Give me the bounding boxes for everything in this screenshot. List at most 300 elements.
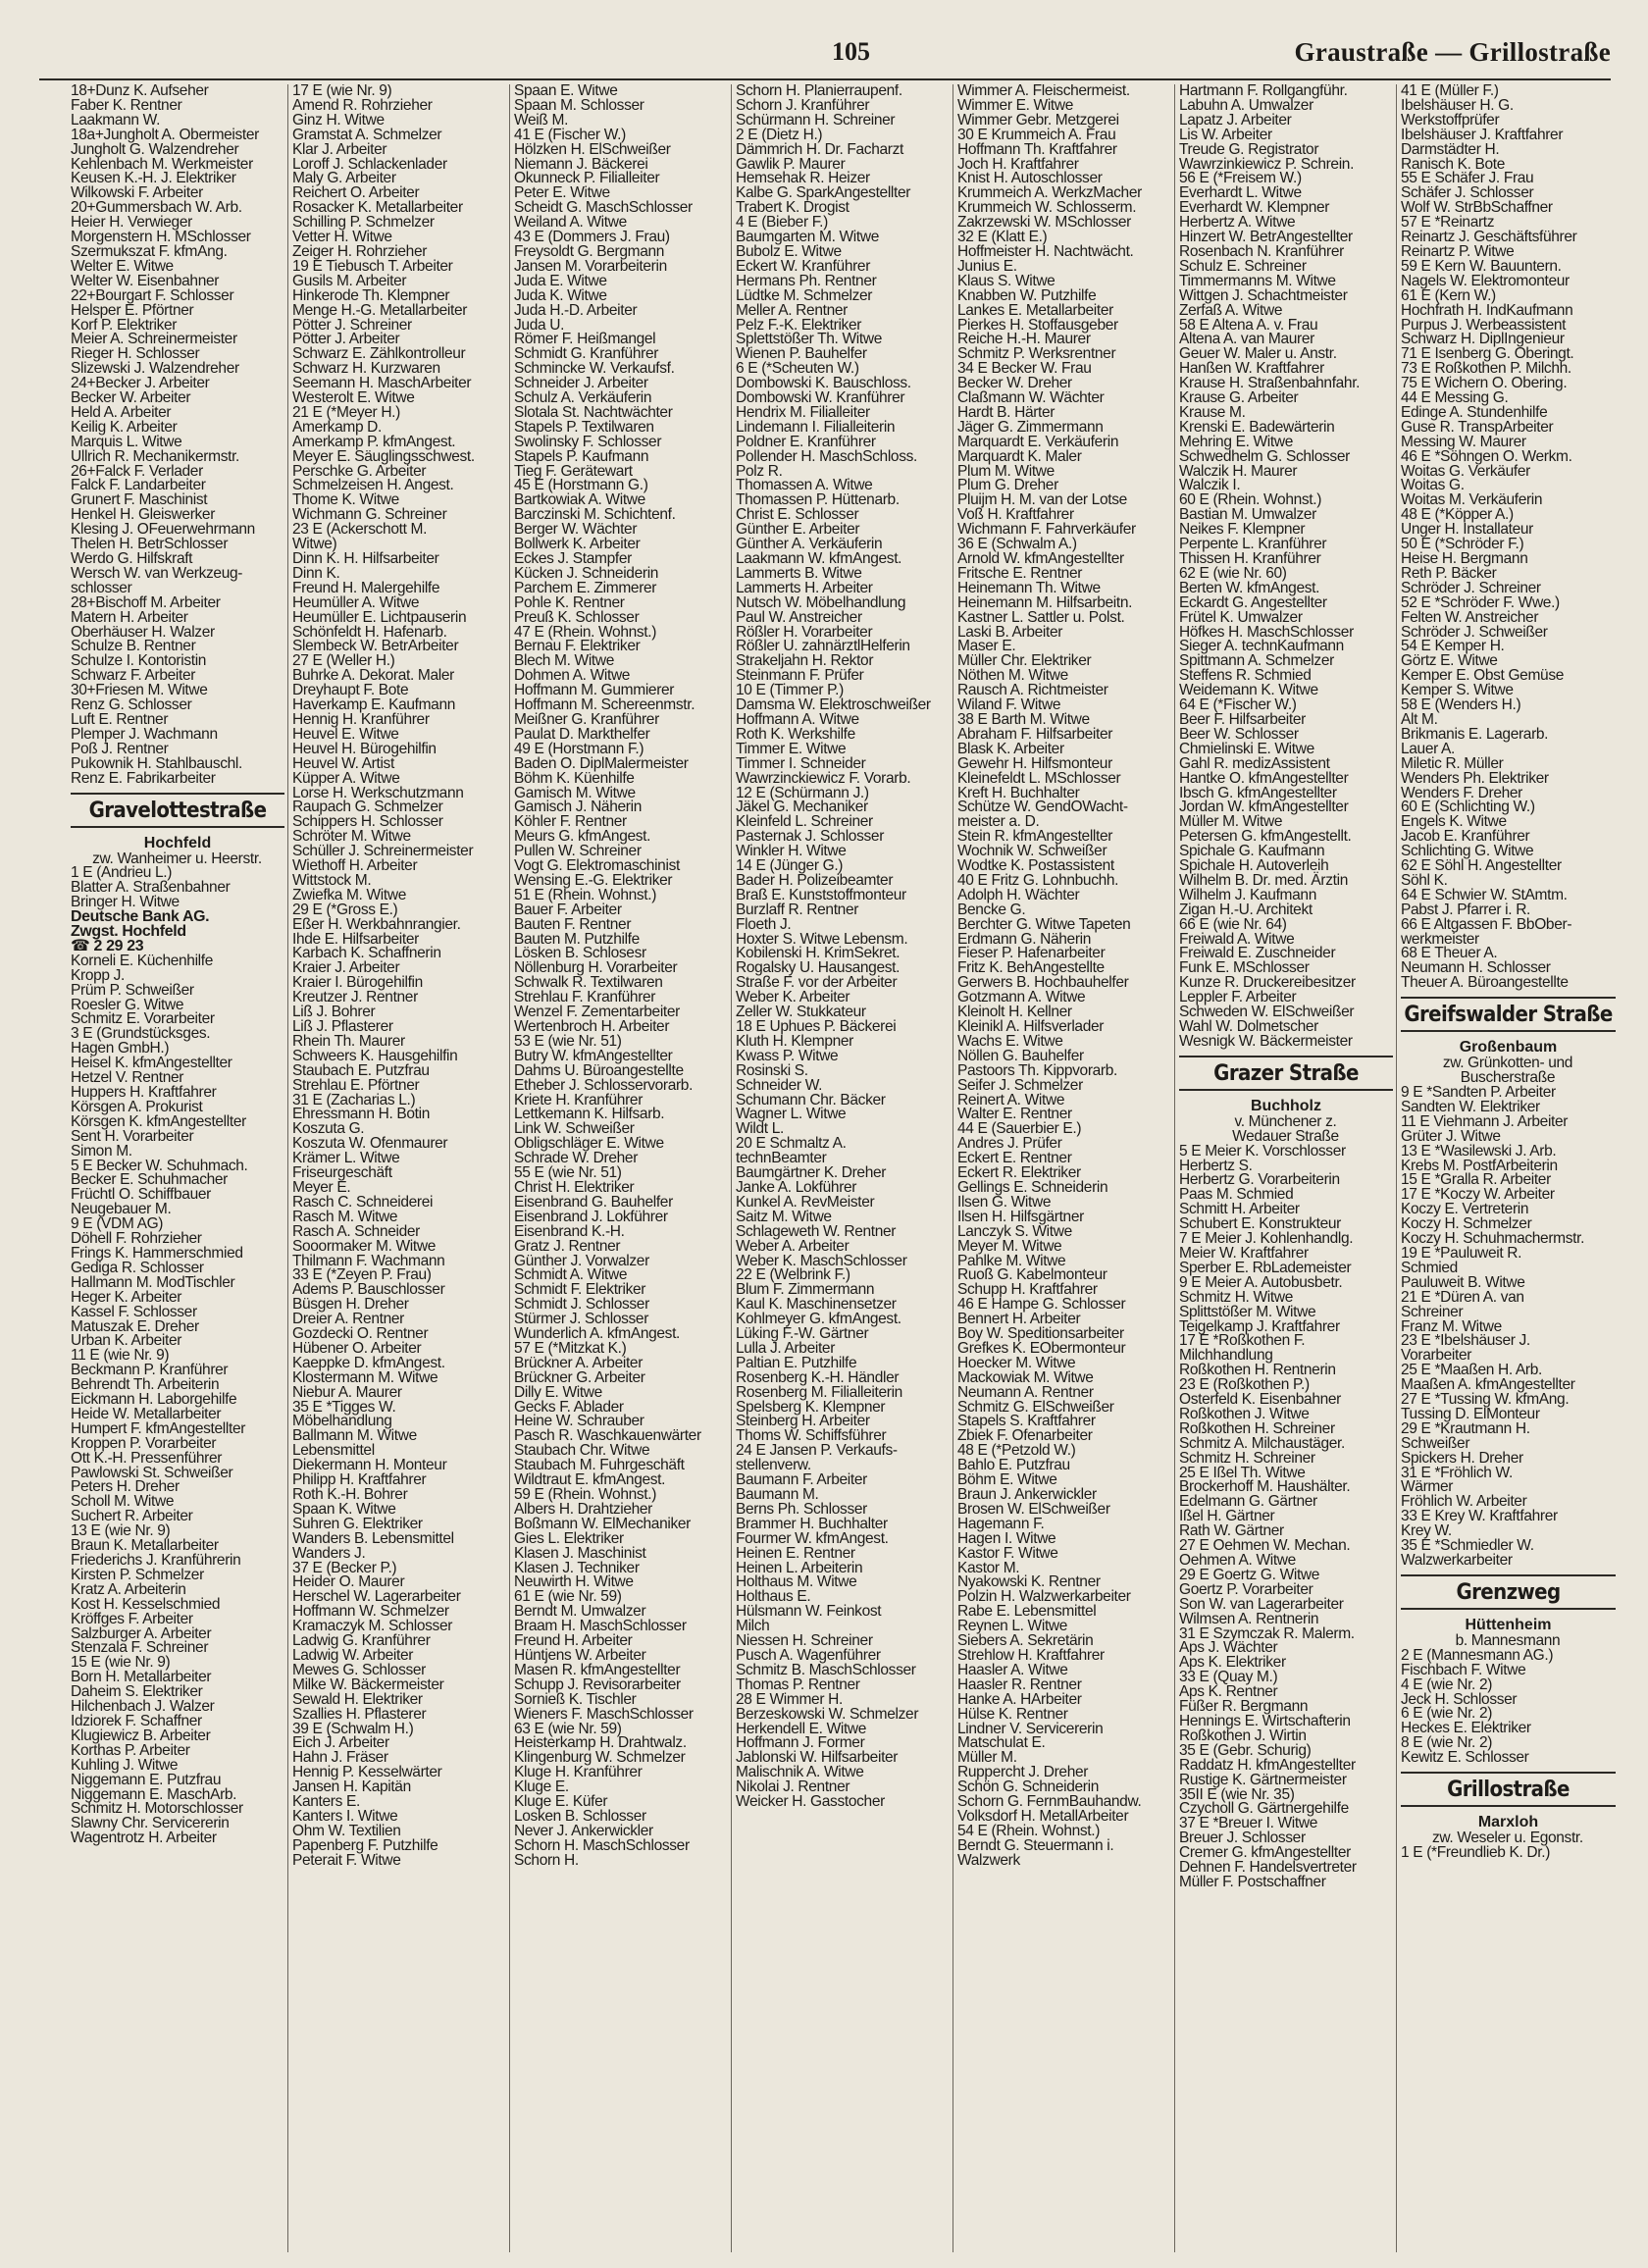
directory-entry: Heinen L. Arbeiterin <box>736 1559 863 1576</box>
directory-entry: 30+Friesen M. Witwe <box>71 682 208 699</box>
directory-entry: Pluijm H. M. van der Lotse <box>957 491 1127 509</box>
directory-entry: Thome K. Witwe <box>292 491 399 509</box>
directory-entry: Schütze W. GendOWacht- <box>957 799 1128 816</box>
directory-entry: Müller F. Postschaffner <box>1179 1873 1326 1890</box>
directory-entry: Seemann H. MaschArbeiter <box>292 375 472 392</box>
directory-entry: Jungholt G. Walzendreher <box>71 140 239 158</box>
directory-entry: Juda H.-D. Arbeiter <box>514 301 638 319</box>
directory-entry: Floeth J. <box>736 915 792 933</box>
directory-entry: 55 E (wie Nr. 51) <box>514 1164 622 1182</box>
directory-entry: Freiwald A. Witwe <box>1179 930 1295 948</box>
directory-entry: Haverkamp E. Kaufmann <box>292 696 456 714</box>
street-location: zw. Weseler u. Egonstr. <box>1432 1830 1583 1847</box>
directory-entry: Berndt M. Umwalzer <box>514 1603 646 1621</box>
directory-entry: Peterait F. Witwe <box>292 1851 401 1869</box>
directory-entry: Schmidt G. Kranführer <box>514 345 659 363</box>
directory-entry: Salzburger A. Arbeiter <box>71 1624 212 1642</box>
directory-entry: Küpper A. Witwe <box>292 769 400 787</box>
directory-entry: Pötter J. Schreiner <box>292 316 412 334</box>
directory-entry: Wiland F. Witwe <box>957 696 1061 714</box>
directory-entry: 20+Gummersbach W. Arb. <box>71 199 242 217</box>
directory-entry: Meyer E. Säuglingsschwest. <box>292 447 475 465</box>
directory-entry: Roßkothen J. Wirtin <box>1179 1727 1307 1744</box>
directory-entry: Hanßen W. Kraftfahrer <box>1179 360 1324 378</box>
directory-entry: Schmitz G. ElSchweißer <box>957 1398 1114 1416</box>
directory-entry: Paulat D. Markthelfer <box>514 725 650 743</box>
directory-entry: Oberhäuser H. Walzer <box>71 623 215 641</box>
directory-entry: Schönfeldt H. Hafenarb. <box>292 623 447 641</box>
directory-entry: 17 E *Roßkothen F. <box>1179 1332 1306 1350</box>
directory-entry: Neumann A. Rentner <box>957 1383 1094 1401</box>
directory-entry: Günther E. Arbeiter <box>736 521 860 539</box>
directory-entry: Ladwig G. Kranführer <box>292 1632 431 1650</box>
directory-entry: Lammerts H. Arbeiter <box>736 579 873 596</box>
directory-entry: Schulze I. Kontoristin <box>71 652 207 670</box>
directory-entry: Pohle K. Rentner <box>514 593 625 611</box>
directory-entry: Eckert R. Elektriker <box>957 1164 1081 1182</box>
directory-entry: Korneli E. Küchenhilfe <box>71 952 214 969</box>
directory-entry: Baumgärtner K. Dreher <box>736 1164 887 1182</box>
directory-entry: Miletic R. Müller <box>1401 754 1504 772</box>
directory-entry: Berndt G. Steuermann i. <box>957 1836 1114 1854</box>
directory-entry: Zerfaß A. Witwe <box>1179 301 1283 319</box>
directory-entry: Beer F. Hilfsarbeiter <box>1179 710 1306 728</box>
directory-entry: Thoms W. Schiffsführer <box>736 1427 887 1445</box>
directory-entry: Gusils M. Arbeiter <box>292 272 407 289</box>
directory-entry: Kalbe G. SparkAngestellter <box>736 184 911 202</box>
directory-entry: Fourmer W. kfmAngest. <box>736 1529 889 1547</box>
directory-entry: Wittgen J. Schachtmeister <box>1179 286 1348 304</box>
directory-entry: Wienen P. Bauhelfer <box>736 345 867 363</box>
directory-entry: Schorn H. Planierraupenf. <box>736 84 902 99</box>
directory-entry: Hermans Ph. Rentner <box>736 272 877 289</box>
directory-entry: 59 E Kern W. Bauuntern. <box>1401 257 1562 275</box>
directory-entry: Sewald H. Elektriker <box>292 1690 423 1708</box>
directory-entry: 7 E Meier J. Kohlenhandlg. <box>1179 1230 1354 1248</box>
directory-entry: 28 E Wimmer H. <box>736 1690 843 1708</box>
directory-entry: 6 E (*Scheuten W.) <box>736 360 859 378</box>
directory-entry: Schulze B. Rentner <box>71 638 196 655</box>
directory-entry: Ranisch K. Bote <box>1401 155 1506 173</box>
directory-entry: Aps J. Wächter <box>1179 1639 1278 1657</box>
directory-entry: Amend R. Rohrzieher <box>292 96 433 114</box>
directory-entry: Schüller J. Schreinermeister <box>292 843 474 860</box>
directory-entry: Heckes E. Elektriker <box>1401 1720 1531 1737</box>
directory-entry: 24 E Jansen P. Verkaufs- <box>736 1442 898 1460</box>
directory-entry: Rosinski S. <box>736 1061 808 1079</box>
directory-entry: Renz G. Schlosser <box>71 696 192 714</box>
directory-entry: Dohmen A. Witwe <box>514 667 631 685</box>
directory-entry: Seifer J. Schmelzer <box>957 1076 1083 1094</box>
directory-entry: Roth K.-H. Bohrer <box>292 1486 408 1503</box>
directory-entry: Wachs E. Witwe <box>957 1032 1063 1050</box>
directory-entry: Heine W. Schrauber <box>514 1413 644 1430</box>
directory-entry: Kohlmeyer G. kfmAngest. <box>736 1311 901 1328</box>
header-title: Graustraße — Grillostraße <box>1294 37 1611 67</box>
directory-entry: Sperber E. RbLademeister <box>1179 1259 1352 1276</box>
directory-entry: Kratz A. Arbeiterin <box>71 1580 186 1598</box>
directory-entry: Parchem E. Zimmerer <box>514 579 657 596</box>
directory-entry: Philipp H. Kraftfahrer <box>292 1471 427 1489</box>
directory-entry: Bahlo E. Putzfrau <box>957 1457 1070 1474</box>
column-7 <box>1397 84 1619 2252</box>
directory-entry: Diekermann H. Monteur <box>292 1457 447 1474</box>
directory-entry: 44 E (Sauerbier E.) <box>957 1120 1082 1138</box>
directory-entry: Wunderlich A. kfmAngest. <box>514 1325 681 1343</box>
directory-entry: Döhell F. Rohrzieher <box>71 1230 202 1248</box>
directory-entry: Kreutzer J. Rentner <box>292 989 418 1006</box>
directory-entry: Kreft H. Buchhalter <box>957 784 1080 801</box>
directory-entry: meister a. D. <box>957 813 1040 831</box>
directory-entry: Heier H. Verwieger <box>71 214 192 232</box>
directory-entry: Humpert F. kfmAngestellter <box>71 1419 246 1437</box>
directory-entry: Rasch M. Witwe <box>292 1208 398 1225</box>
directory-entry: Sieger A. technKaufmann <box>1179 638 1344 655</box>
directory-entry: Berchter G. Witwe Tapeten <box>957 915 1131 933</box>
directory-entry: Rogalsky U. Hausangest. <box>736 959 901 977</box>
directory-entry: Jordan W. kfmAngestellter <box>1179 799 1349 816</box>
directory-entry: Schröder J. Schreiner <box>1401 579 1541 596</box>
directory-entry: Schumann Chr. Bäcker <box>736 1091 886 1108</box>
directory-entry: Koczy H. Schmelzer <box>1401 1215 1532 1233</box>
directory-entry: Suhren G. Elektriker <box>292 1515 423 1532</box>
directory-entry: 31 E Szymczak R. Malerm. <box>1179 1624 1355 1642</box>
directory-entry: Ginz H. Witwe <box>292 111 385 129</box>
directory-entry: Früchtl O. Schiffbauer <box>71 1186 211 1204</box>
directory-entry: Ladwig W. Arbeiter <box>292 1646 414 1664</box>
directory-entry: 9 E Meier A. Autobusbetr. <box>1179 1273 1343 1291</box>
directory-entry: Weidemann K. Witwe <box>1179 682 1318 699</box>
directory-entry: Wenders F. Dreher <box>1401 784 1523 801</box>
directory-entry: 29 E Goertz G. Witwe <box>1179 1566 1320 1583</box>
directory-entry: Schön G. Schneiderin <box>957 1778 1099 1796</box>
directory-entry: Barczinski M. Schichtenf. <box>514 506 676 524</box>
directory-entry: Wolf W. StrBbSchaffner <box>1401 199 1553 217</box>
directory-entry: Heinen E. Rentner <box>736 1544 855 1562</box>
directory-entry: 47 E (Rhein. Wohnst.) <box>514 623 657 641</box>
directory-entry: Spickers H. Dreher <box>1401 1449 1523 1467</box>
directory-entry: Woitas G. <box>1401 477 1465 494</box>
directory-entry: 27 E Oehmen W. Mechan. <box>1179 1537 1351 1555</box>
directory-entry: Becker W. Dreher <box>957 375 1072 392</box>
directory-entry: Brikmanis E. Lagerarb. <box>1401 725 1549 743</box>
directory-entry: Adems P. Bauschlosser <box>292 1281 445 1299</box>
street-location: v. Münchener z. <box>1234 1112 1337 1130</box>
street-heading: Grillostraße <box>1401 1772 1616 1807</box>
directory-entry: Scholl M. Witwe <box>71 1493 175 1511</box>
directory-entry: 60 E (Schlichting W.) <box>1401 799 1535 816</box>
directory-entry: Rosenbach N. Kranführer <box>1179 242 1344 260</box>
directory-entry: Hülse K. Rentner <box>957 1705 1068 1723</box>
directory-entry: Slawny Chr. Servicererin <box>71 1815 230 1832</box>
directory-entry: Matuszak E. Dreher <box>71 1317 199 1335</box>
directory-entry: Mackowiak M. Witwe <box>957 1368 1094 1386</box>
directory-entry: Hemsehak R. Heizer <box>736 170 870 187</box>
directory-entry: Roßkothen H. Schreiner <box>1179 1419 1335 1437</box>
directory-entry: Schmitz E. Vorarbeiter <box>71 1010 215 1028</box>
directory-entry: Lindemann I. Filialleiterin <box>736 418 896 436</box>
directory-entry: 61 E (wie Nr. 59) <box>514 1588 622 1606</box>
directory-entry: Ehressmann H. Botin <box>292 1106 430 1123</box>
directory-entry: Losken B. Schlosser <box>514 1807 646 1825</box>
directory-entry: Vogt G. Elektromaschinist <box>514 857 680 875</box>
directory-entry: 35 E (Gebr. Schurig) <box>1179 1741 1312 1759</box>
directory-entry: Jansen H. Kapitän <box>292 1778 411 1796</box>
directory-entry: Schorn H. <box>514 1851 579 1869</box>
directory-entry: Ohm W. Textilien <box>292 1822 401 1839</box>
directory-entry: Kroppen P. Vorarbeiter <box>71 1434 217 1452</box>
directory-entry: Meißner G. Kranführer <box>514 710 659 728</box>
directory-entry: Aps K. Elektriker <box>1179 1654 1286 1672</box>
directory-entry: 6 E (wie Nr. 2) <box>1401 1705 1493 1723</box>
directory-entry: Aps K. Rentner <box>1179 1683 1278 1701</box>
directory-entry: Ihde E. Hilfsarbeiter <box>292 930 419 948</box>
directory-entry: Meurs G. kfmAngest. <box>514 828 651 846</box>
directory-entry: Becker E. Schuhmacher <box>71 1171 228 1189</box>
directory-entry: Schreiner <box>1401 1303 1464 1320</box>
directory-entry: Dahms U. Büroangestellte <box>514 1061 684 1079</box>
directory-entry: Krämer L. Witwe <box>292 1150 400 1167</box>
directory-entry: Jäger G. Zimmermann <box>957 418 1104 436</box>
directory-entry: Schupp J. Revisorarbeiter <box>514 1675 681 1693</box>
directory-entry: Meller A. Rentner <box>736 301 848 319</box>
directory-entry: Dreier A. Rentner <box>292 1311 404 1328</box>
directory-entry: 22 E (Welbrink F.) <box>736 1266 850 1284</box>
directory-entry: Beer W. Schlosser <box>1179 725 1299 743</box>
directory-entry: 46 E *Söhngen O. Werkm. <box>1401 447 1572 465</box>
directory-entry: 64 E Schwier W. StAmtm. <box>1401 886 1568 903</box>
directory-entry: Gediga R. Schlosser <box>71 1259 204 1276</box>
directory-entry: Heide W. Metallarbeiter <box>71 1405 222 1422</box>
directory-entry: 8 E (wie Nr. 2) <box>1401 1734 1493 1752</box>
directory-entry: Wenders Ph. Elektriker <box>1401 769 1549 787</box>
directory-entry: Niemann J. Bäckerei <box>514 155 648 173</box>
directory-entry: Wichmann G. Schreiner <box>292 506 447 524</box>
directory-entry: 37 E (Becker P.) <box>292 1559 397 1576</box>
column-1 <box>67 84 288 2252</box>
directory-entry: Vorarbeiter <box>1401 1347 1472 1365</box>
directory-entry: Steinberg H. Arbeiter <box>736 1413 870 1430</box>
directory-entry: Braam H. MaschSchlosser <box>514 1618 687 1635</box>
directory-entry: Marquardt K. Maler <box>957 447 1082 465</box>
directory-entry: Wimmer Gebr. Metzgerei <box>957 111 1119 129</box>
directory-entry: Blech M. Witwe <box>514 652 615 670</box>
directory-entry: 33 E (Quay M.) <box>1179 1669 1278 1686</box>
directory-entry: Kraier J. Arbeiter <box>292 959 400 977</box>
directory-entry: Karbach K. Schaffnerin <box>292 945 441 962</box>
directory-entry: Kluge E. <box>514 1778 569 1796</box>
directory-entry: Spaan M. Schlosser <box>514 96 644 114</box>
directory-entry: Spaan K. Witwe <box>292 1500 396 1518</box>
directory-entry: Hinzert W. BetrAngestellter <box>1179 229 1353 246</box>
directory-entry: Schulz A. Verkäuferin <box>514 389 652 407</box>
directory-entry: Labuhn A. Umwalzer <box>1179 96 1313 114</box>
directory-entry: Hilchenbach J. Walzer <box>71 1698 215 1716</box>
directory-entry: Friseurgeschäft <box>292 1164 392 1182</box>
directory-entry: Saitz M. Witwe <box>736 1208 832 1225</box>
directory-entry: Rabe E. Lebensmittel <box>957 1603 1097 1621</box>
directory-entry: Lebensmittel <box>292 1442 375 1460</box>
directory-entry: Wenzel F. Zementarbeiter <box>514 1004 681 1021</box>
directory-entry: Hülsmann W. Feinkost <box>736 1603 882 1621</box>
directory-entry: Strakeljahn H. Rektor <box>736 652 874 670</box>
directory-entry: 22+Bourgart F. Schlosser <box>71 286 234 304</box>
directory-entry: Lauer A. <box>1401 740 1456 757</box>
directory-entry: Niessen H. Schreiner <box>736 1632 873 1650</box>
directory-entry: Petersen G. kfmAngestellt. <box>1179 828 1352 846</box>
directory-entry: Breuer J. Schlosser <box>1179 1830 1306 1847</box>
directory-entry: Voß H. Kraftfahrer <box>957 506 1074 524</box>
directory-entry: Kobilenski H. KrimSekret. <box>736 945 901 962</box>
directory-entry: Hölzken H. ElSchweißer <box>514 140 671 158</box>
directory-entry: Gramstat A. Schmelzer <box>292 126 442 143</box>
directory-entry: Krause G. Arbeiter <box>1179 389 1299 407</box>
directory-entry: Kleinolt H. Kellner <box>957 1004 1072 1021</box>
directory-entry: Berns Ph. Schlosser <box>736 1500 867 1518</box>
directory-entry: 4 E (Bieber F.) <box>736 214 828 232</box>
directory-entry: Haasler R. Rentner <box>957 1675 1082 1693</box>
directory-entry: 64 E (*Fischer W.) <box>1179 696 1297 714</box>
directory-entry: Cremer G. kfmAngestellter <box>1179 1844 1351 1862</box>
directory-entry: Wagentrotz H. Arbeiter <box>71 1830 217 1847</box>
directory-entry: Schwarz E. Zählkontrolleur <box>292 345 466 363</box>
street-location: b. Mannesmann <box>1455 1631 1561 1649</box>
directory-entry: Ißel H. Gärtner <box>1179 1508 1275 1525</box>
directory-entry: Papenberg F. Putzhilfe <box>292 1836 438 1854</box>
directory-entry: Weiland A. Witwe <box>514 214 627 232</box>
directory-entry: Marquardt E. Verkäuferin <box>957 433 1119 450</box>
directory-entry: 23 E *Ibelshäuser J. <box>1401 1332 1530 1350</box>
directory-entry: Büsgen H. Dreher <box>292 1296 409 1314</box>
directory-entry: Strehlau F. Kranführer <box>514 989 656 1006</box>
directory-entry: Gecks F. Ablader <box>514 1398 624 1416</box>
directory-entry: Winkler H. Witwe <box>736 843 847 860</box>
directory-entry: Juda U. <box>514 316 565 334</box>
directory-entry: Blum F. Zimmermann <box>736 1281 875 1299</box>
directory-entry: 36 E (Schwalm A.) <box>957 536 1077 553</box>
directory-entry: Ullrich R. Mechanikermstr. <box>71 447 240 465</box>
directory-entry: Kehlenbach M. Werkmeister <box>71 155 253 173</box>
directory-entry: Holthaus M. Witwe <box>736 1573 857 1591</box>
directory-entry: Mewes G. Schlosser <box>292 1661 427 1678</box>
directory-entry: Straße F. vor der Arbeiter <box>736 974 898 992</box>
directory-entry: Purpus J. Werbeassistent <box>1401 316 1567 334</box>
directory-entry: Keilig K. Arbeiter <box>71 418 178 436</box>
directory-entry: Höfkes H. MaschSchlosser <box>1179 623 1354 641</box>
directory-entry: Hantke O. kfmAngestellter <box>1179 769 1349 787</box>
directory-entry: 25 E *Maaßen H. Arb. <box>1401 1362 1542 1379</box>
directory-entry: Wärmer <box>1401 1478 1454 1496</box>
directory-entry: Albers H. Drahtzieher <box>514 1500 653 1518</box>
directory-entry: Schwalk R. Textilwaren <box>514 974 663 992</box>
directory-entry: Heuvel E. Witwe <box>292 725 399 743</box>
directory-entry: 25 E Ißel Th. Witwe <box>1179 1464 1306 1481</box>
district-name: Marxloh <box>1477 1814 1539 1831</box>
directory-entry: Woitas M. Verkäuferin <box>1401 491 1543 509</box>
directory-entry: Wittstock M. <box>292 871 372 889</box>
directory-entry: Chmielinski E. Witwe <box>1179 740 1314 757</box>
directory-entry: Wensing E.-G. Elektriker <box>514 871 673 889</box>
directory-entry: Ibelshäuser H. G. <box>1401 96 1514 114</box>
header-rule <box>39 78 1611 80</box>
directory-entry: Eckert W. Kranführer <box>736 257 871 275</box>
directory-entry: Kanters I. Witwe <box>292 1807 398 1825</box>
directory-entry: Gies L. Elektriker <box>514 1529 624 1547</box>
directory-entry: Hartmann F. Rollgangführ. <box>1179 84 1348 99</box>
directory-entry: Eckert E. Rentner <box>957 1150 1072 1167</box>
directory-entry: Freysoldt G. Bergmann <box>514 242 665 260</box>
directory-entry: 55 E Schäfer J. Frau <box>1401 170 1534 187</box>
directory-entry: 21 E *Düren A. van <box>1401 1288 1524 1306</box>
directory-entry: Splittstößer M. Witwe <box>1179 1303 1316 1320</box>
directory-entry: Braun K. Metallarbeiter <box>71 1537 219 1555</box>
directory-entry: Schorn H. MaschSchlosser <box>514 1836 690 1854</box>
directory-entry: Pahlke M. Witwe <box>957 1252 1066 1269</box>
directory-entry: 62 E Söhl H. Angestellter <box>1401 857 1562 875</box>
directory-entry: 59 E (Rhein. Wohnst.) <box>514 1486 657 1503</box>
directory-entry: Scheidt G. MaschSchlosser <box>514 199 693 217</box>
directory-entry: Lanczyk S. Witwe <box>957 1222 1072 1240</box>
directory-entry: 23 E (Roßkothen P.) <box>1179 1376 1310 1394</box>
directory-entry: 19 E Tiebusch T. Arbeiter <box>292 257 453 275</box>
directory-entry: Schubert E. Konstrukteur <box>1179 1215 1341 1233</box>
directory-entry: Milchhandlung <box>1179 1347 1273 1365</box>
directory-entry: 1 E (Andrieu L.) <box>71 864 173 882</box>
directory-entry: Swolinsky F. Schlosser <box>514 433 662 450</box>
directory-entry: Brammer H. Buchhalter <box>736 1515 888 1532</box>
directory-entry: 21 E (*Meyer H.) <box>292 403 400 421</box>
directory-entry: Spaan E. Witwe <box>514 84 618 99</box>
directory-entry: Bennert H. Arbeiter <box>957 1311 1081 1328</box>
directory-entry: Reiche H.-H. Maurer <box>957 331 1091 348</box>
directory-entry: 49 E (Horstmann F.) <box>514 740 644 757</box>
directory-entry: Helsper E. Pförtner <box>71 301 194 319</box>
directory-entry: Niggemann E. Putzfrau <box>71 1771 222 1788</box>
directory-entry: 12 E (Schürmann J.) <box>736 784 869 801</box>
directory-entry: Felten W. Anstreicher <box>1401 608 1539 626</box>
directory-entry: Splettstößer Th. Witwe <box>736 331 882 348</box>
directory-entry: Rosenberg K.-H. Händler <box>736 1368 900 1386</box>
directory-entry: Lüking F.-W. Gärtner <box>736 1325 869 1343</box>
directory-entry: 38 E Barth M. Witwe <box>957 710 1090 728</box>
directory-entry: Raupach G. Schmelzer <box>292 799 443 816</box>
directory-entry: Walzwerkarbeiter <box>1401 1552 1513 1569</box>
directory-entry: Milch <box>736 1618 770 1635</box>
directory-entry: technBeamter <box>736 1150 827 1167</box>
directory-entry: Boßmann W. ElMechaniker <box>514 1515 691 1532</box>
directory-entry: Everhardt L. Witwe <box>1179 184 1302 202</box>
directory-entry: Rasch A. Schneider <box>292 1222 421 1240</box>
directory-entry: Never J. Ankerwickler <box>514 1822 653 1839</box>
directory-entry: Maly G. Arbeiter <box>292 170 396 187</box>
directory-entry: Eisenbrand J. Lokführer <box>514 1208 668 1225</box>
directory-entry: Wimmer E. Witwe <box>957 96 1074 114</box>
directory-entry: 9 E (VDM AG) <box>71 1215 164 1233</box>
directory-entry: Slizewski J. Walzendreher <box>71 360 239 378</box>
directory-entry: Hoffmann J. Former <box>736 1734 865 1752</box>
directory-entry: Hennig H. Kranführer <box>292 710 430 728</box>
directory-entry: Heinemann Th. Witwe <box>957 579 1101 596</box>
directory-entry: Krey W. <box>1401 1522 1452 1540</box>
directory-entry: Lettkemann K. Hilfsarb. <box>514 1106 665 1123</box>
directory-entry: Pusch A. Wagenführer <box>736 1646 881 1664</box>
directory-entry: Schmidt J. Schlosser <box>514 1296 649 1314</box>
directory-entry: Lankes E. Metallarbeiter <box>957 301 1113 319</box>
directory-entry: Juda K. Witwe <box>514 286 607 304</box>
directory-entry: Dombowski K. Bauschloss. <box>736 375 911 392</box>
directory-entry: Eßer H. Werkbahnrangier. <box>292 915 461 933</box>
directory-entry: Eckes J. Stampfer <box>514 550 632 567</box>
